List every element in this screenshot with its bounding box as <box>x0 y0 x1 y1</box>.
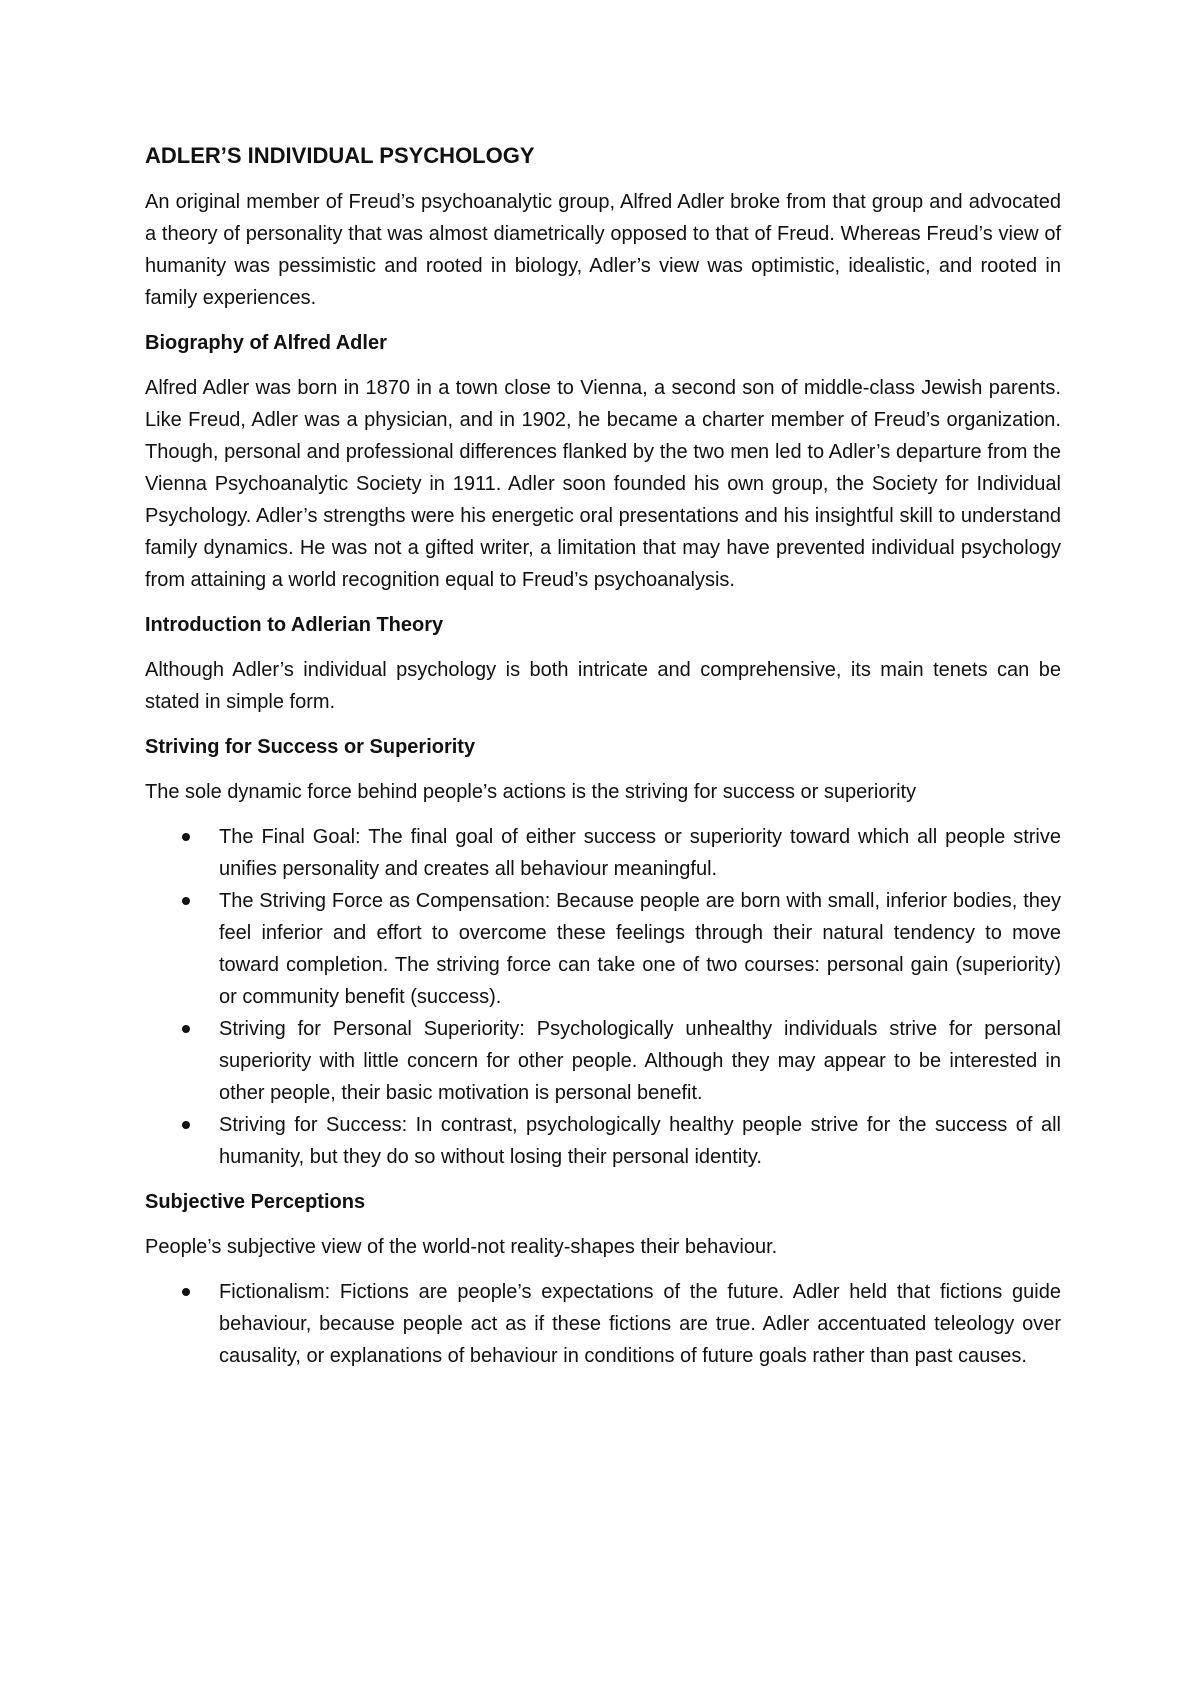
bullet-icon <box>182 1121 190 1129</box>
document-page <box>145 140 1061 1385</box>
list-item <box>145 821 1061 885</box>
bullet-icon <box>182 1288 190 1296</box>
intro-paragraph: An original member of Freud’s psychoanalytic group, Alfred Adler broke from that group and advocated a theory of personality that was almost diametrically opposed to that of Freud. Whereas Freud’s view of humanity was pessimistic and rooted in biology, Adler’s view was optimistic, idealistic, and rooted in family experiences. <box>145 191 1061 309</box>
striving-bullet-list <box>145 821 1061 1173</box>
bullet-icon <box>182 897 190 905</box>
list-item-text: Fictionalism: Fictions are people’s expectations of the future. Adler held that fictions guide behaviour, because people act as if these fictions are true. Adler accentuated teleology over causality, or explanations of behaviour in conditions of future goals rather than past causes. <box>219 1281 1061 1367</box>
bullet-icon <box>182 1025 190 1033</box>
document-title: ADLER’S INDIVIDUAL PSYCHOLOGY <box>145 143 535 168</box>
subjective-paragraph: People’s subjective view of the world-not reality-shapes their behaviour. <box>145 1236 778 1258</box>
bullet-icon <box>182 833 190 841</box>
subjective-bullet-list <box>145 1276 1061 1372</box>
list-item-text: Striving for Success: In contrast, psychologically healthy people strive for the success of all humanity, but they do so without losing their personal identity. <box>219 1114 1061 1168</box>
biography-paragraph: Alfred Adler was born in 1870 in a town close to Vienna, a second son of middle-class Jewish parents. Like Freud, Adler was a physician, and in 1902, he became a charter member of Freud’s organization. Though, personal and professional differences flanked by the two men led to Adler’s departure from the Vienna Psychoanalytic Society in 1911. Adler soon founded his own group, the Society for Individual Psychology. Adler’s strengths were his energetic oral presentations and his insightful skill to understand family dynamics. He was not a gifted writer, a limitation that may have prevented individual psychology from attaining a world recognition equal to Freud’s psychoanalysis. <box>145 377 1061 591</box>
biography-heading: Biography of Alfred Adler <box>145 332 387 354</box>
list-item <box>145 1013 1061 1109</box>
striving-heading: Striving for Success or Superiority <box>145 736 476 758</box>
list-item <box>145 885 1061 1013</box>
list-item <box>145 1109 1061 1173</box>
subjective-heading: Subjective Perceptions <box>145 1191 366 1213</box>
list-item <box>145 1276 1061 1372</box>
striving-paragraph: The sole dynamic force behind people’s actions is the striving for success or superiority <box>145 781 917 803</box>
introduction-paragraph: Although Adler’s individual psychology is both intricate and comprehensive, its main tenets can be stated in simple form. <box>145 659 1061 713</box>
list-item-text: Striving for Personal Superiority: Psychologically unhealthy individuals strive for personal superiority with little concern for other people. Although they may appear to be interested in other people, their basic motivation is personal benefit. <box>219 1018 1061 1104</box>
list-item-text: The Striving Force as Compensation: Because people are born with small, inferior bodies, they feel inferior and effort to overcome these feelings through their natural tendency to move toward completion. The striving force can take one of two courses: personal gain (superiority) or community benefit (success). <box>219 890 1061 1008</box>
introduction-heading: Introduction to Adlerian Theory <box>145 614 444 636</box>
list-item-text: The Final Goal: The final goal of either success or superiority toward which all people strive unifies personality and creates all behaviour meaningful. <box>219 826 1061 880</box>
